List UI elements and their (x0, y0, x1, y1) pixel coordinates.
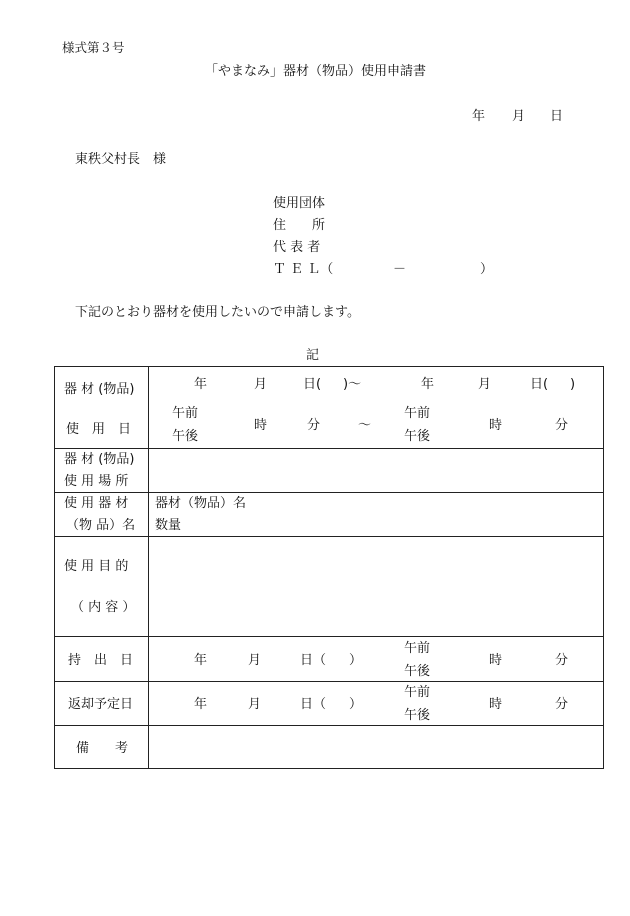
usage-time-tilde: ～ (358, 418, 372, 433)
applicant-address-label: 住 所 (273, 218, 326, 233)
row-divider (55, 636, 603, 637)
row-divider (55, 492, 603, 493)
application-table (54, 366, 604, 769)
usage-date-label-top: 器 材 (物品) (64, 382, 135, 397)
takeout-am: 午前 (404, 641, 431, 656)
page-title: 「やまなみ」器材（物品）使用申請書 (205, 64, 427, 79)
usage-start-am: 午前 (172, 406, 199, 421)
usage-end-year: 年 (421, 377, 435, 392)
return-minute: 分 (555, 697, 569, 712)
usage-end-am: 午前 (404, 406, 431, 421)
return-pm: 午後 (404, 708, 431, 723)
applicant-group-label: 使用団体 (273, 196, 326, 211)
equipment-name-label: 器材（物品）名 (155, 496, 247, 511)
purpose-label-top: 使 用 目 的 (64, 559, 129, 574)
usage-start-month: 月 (254, 377, 268, 392)
return-hour: 時 (489, 697, 503, 712)
usage-date-label-bottom: 使 用 日 (66, 422, 132, 437)
addressee: 東秩父村長 様 (75, 152, 167, 167)
equipment-label-top: 使 用 器 材 (64, 496, 129, 511)
return-close: ） (349, 697, 363, 712)
usage-start-hour: 時 (254, 418, 268, 433)
usage-end-day: 日( (530, 377, 549, 392)
usage-start-minute: 分 (307, 418, 321, 433)
row-divider (55, 681, 603, 682)
takeout-label: 持 出 日 (68, 653, 134, 668)
date-month-label: 月 (512, 109, 526, 124)
usage-end-close: ) (570, 377, 576, 392)
usage-start-close-tilde: )～ (343, 377, 362, 392)
takeout-day: 日（ (300, 653, 327, 668)
return-day: 日（ (300, 697, 327, 712)
usage-end-pm: 午後 (404, 429, 431, 444)
form-number: 様式第３号 (62, 40, 125, 55)
usage-place-label-bottom: 使 用 場 所 (64, 474, 129, 489)
applicant-tel-label: Ｔ Ｅ Ｌ（ (273, 262, 334, 277)
purpose-label-bottom: （ 内 容 ） (71, 600, 136, 615)
usage-start-pm: 午後 (172, 429, 199, 444)
equipment-quantity-label: 数量 (155, 518, 182, 533)
applicant-tel-close: ） (480, 262, 494, 277)
takeout-year: 年 (194, 653, 208, 668)
row-divider (55, 448, 603, 449)
remarks-label: 備 考 (76, 741, 129, 756)
return-label: 返却予定日 (68, 697, 134, 712)
usage-start-day: 日( (303, 377, 322, 392)
usage-place-label-top: 器 材 (物品) (64, 452, 135, 467)
usage-end-minute: 分 (555, 418, 569, 433)
ki-label: 記 (306, 348, 320, 363)
usage-end-month: 月 (478, 377, 492, 392)
takeout-minute: 分 (555, 653, 569, 668)
takeout-close: ） (349, 653, 363, 668)
usage-end-hour: 時 (489, 418, 503, 433)
equipment-label-bottom: （物 品）名 (66, 518, 136, 533)
return-year: 年 (194, 697, 208, 712)
label-column-divider (148, 367, 149, 768)
row-divider (55, 725, 603, 726)
date-year-label: 年 (472, 109, 486, 124)
applicant-representative-label: 代 表 者 (273, 240, 321, 255)
usage-start-year: 年 (194, 377, 208, 392)
return-month: 月 (248, 697, 262, 712)
takeout-pm: 午後 (404, 664, 431, 679)
row-divider (55, 536, 603, 537)
intro-text: 下記のとおり器材を使用したいので申請します。 (75, 305, 360, 320)
takeout-month: 月 (248, 653, 262, 668)
applicant-tel-dash: － (393, 262, 407, 277)
return-am: 午前 (404, 685, 431, 700)
date-day-label: 日 (550, 109, 564, 124)
takeout-hour: 時 (489, 653, 503, 668)
